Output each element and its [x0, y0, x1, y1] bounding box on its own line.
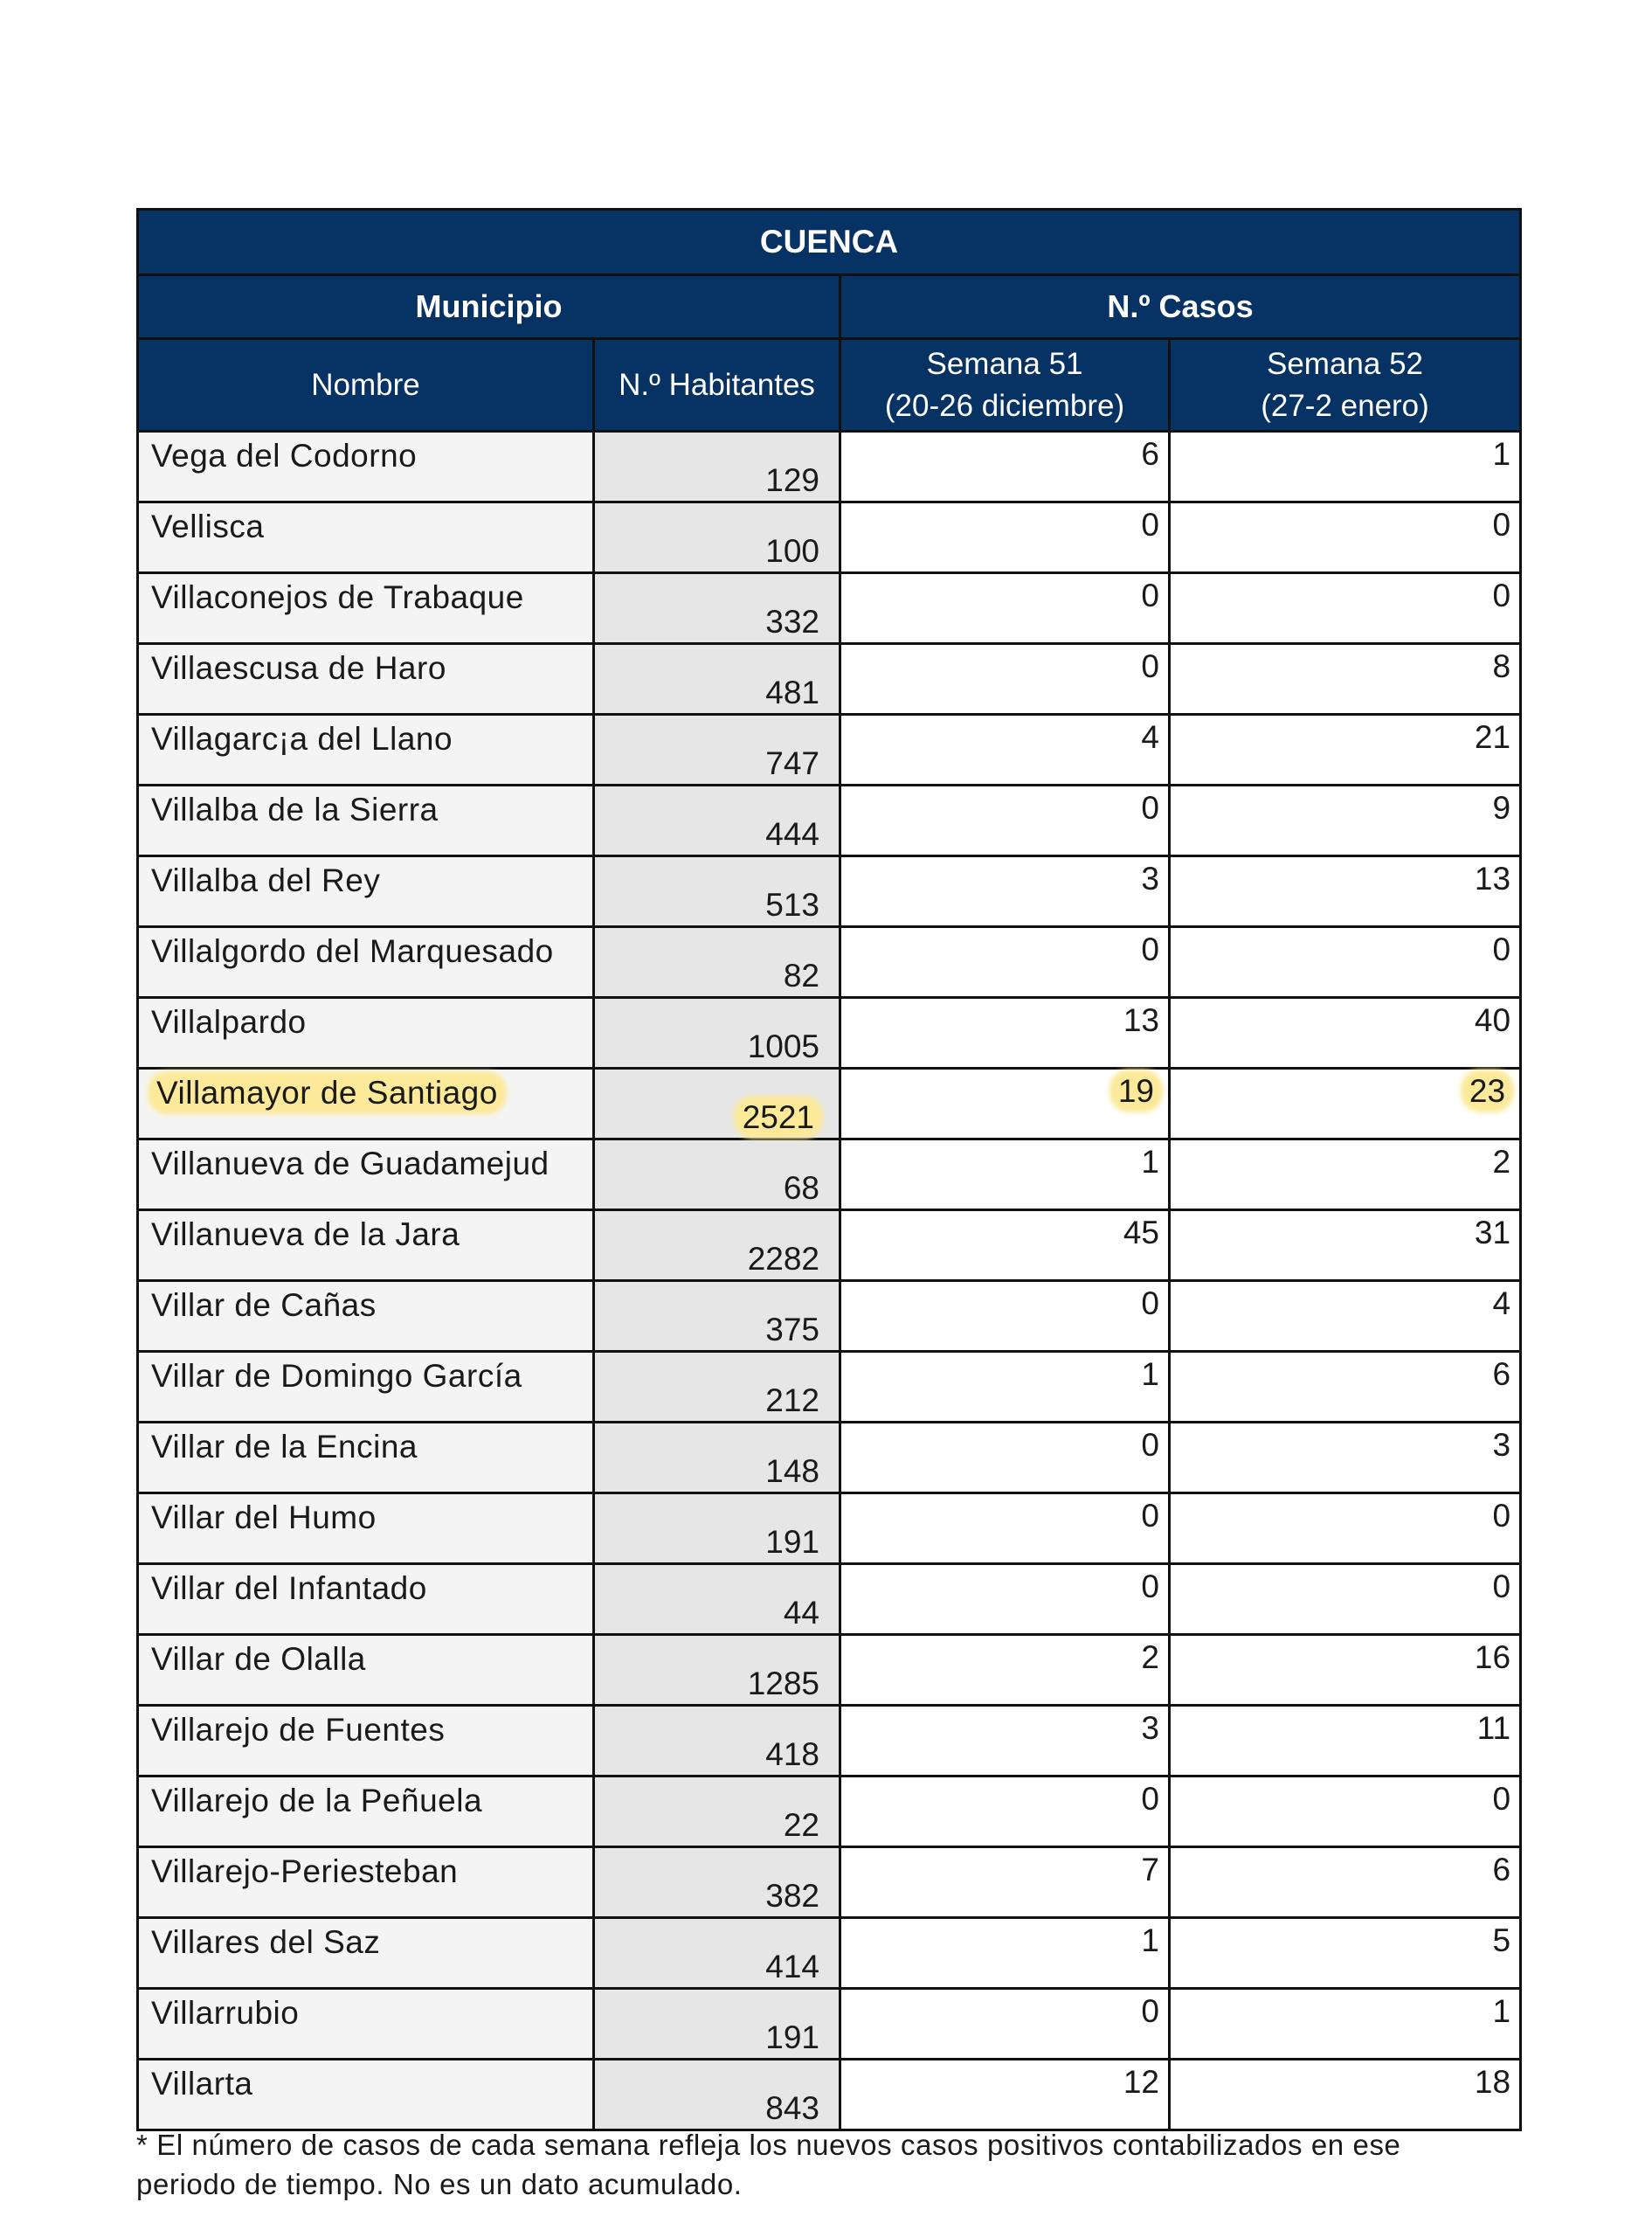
habitantes-value: 191 [765, 1524, 819, 1560]
semana52-cases-cell [1170, 1918, 1521, 1989]
semana51-cases-cell [840, 1069, 1170, 1139]
table-row [138, 644, 1521, 715]
semana51-cases-value: 45 [1123, 1215, 1159, 1250]
semana52-cases-cell [1170, 1989, 1521, 2060]
semana52-cases-value: 1 [1492, 1993, 1511, 2029]
municipio-name-value: Vega del Codorno [151, 438, 418, 474]
semana51-cases-cell [840, 1423, 1170, 1493]
footnote [136, 2125, 1534, 2204]
municipio-name-cell [138, 1210, 594, 1281]
semana51-cases-cell [840, 786, 1170, 856]
habitantes-value: 68 [783, 1170, 819, 1206]
table-row [138, 715, 1521, 786]
table-row [138, 1069, 1521, 1139]
table-body [138, 432, 1521, 2130]
habitantes-value: 843 [765, 2090, 819, 2126]
habitantes-value: 1285 [747, 1666, 819, 1701]
semana51-dates: (20-26 diciembre) [884, 388, 1125, 423]
habitantes-value: 332 [765, 604, 819, 640]
habitantes-cell [594, 1493, 840, 1564]
semana52-cases-cell [1170, 1564, 1521, 1635]
habitantes-cell [594, 1776, 840, 1847]
header-group-row [138, 275, 1521, 339]
table-row [138, 856, 1521, 927]
semana51-cases-value: 0 [1141, 578, 1159, 613]
municipio-name-cell [138, 432, 594, 502]
semana52-cases-value: 23 [1464, 1073, 1510, 1109]
habitantes-cell [594, 1423, 840, 1493]
municipio-name-cell [138, 1706, 594, 1776]
semana52-cases-value: 4 [1492, 1285, 1511, 1321]
semana52-cases-value: 0 [1492, 1569, 1511, 1604]
semana52-cases-cell [1170, 1352, 1521, 1423]
table-row [138, 1776, 1521, 1847]
municipio-name-cell [138, 502, 594, 573]
semana51-cases-value: 2 [1141, 1639, 1159, 1675]
semana52-cases-cell [1170, 1281, 1521, 1352]
municipio-name-value: Villalgordo del Marquesado [151, 933, 554, 969]
municipio-name-cell [138, 1635, 594, 1706]
habitantes-value: 212 [765, 1382, 819, 1418]
municipio-name-value: Vellisca [151, 509, 265, 544]
semana51-cases-value: 0 [1141, 1781, 1159, 1817]
semana51-cases-value: 0 [1141, 1498, 1159, 1534]
semana51-cases-value: 0 [1141, 1285, 1159, 1321]
semana51-cases-value: 12 [1123, 2064, 1159, 2100]
semana52-cases-value: 40 [1474, 1002, 1511, 1038]
habitantes-value: 747 [765, 745, 819, 781]
semana51-cases-cell [840, 927, 1170, 998]
habitantes-value: 148 [765, 1453, 819, 1489]
semana51-cases-value: 0 [1141, 507, 1159, 543]
habitantes-value: 2282 [747, 1241, 819, 1277]
semana52-cases-cell [1170, 856, 1521, 927]
habitantes-value: 44 [783, 1595, 819, 1631]
table-row [138, 1493, 1521, 1564]
table-row [138, 1989, 1521, 2060]
semana51-cases-value: 1 [1141, 1144, 1159, 1180]
semana51-cases-cell [840, 432, 1170, 502]
header-title-row [138, 210, 1521, 275]
habitantes-value: 129 [765, 462, 819, 498]
semana51-cases-cell [840, 1210, 1170, 1281]
semana52-cases-value: 21 [1474, 719, 1511, 755]
habitantes-value: 382 [765, 1878, 819, 1914]
semana52-cases-value: 13 [1474, 861, 1511, 897]
table-row [138, 502, 1521, 573]
semana52-cases-cell [1170, 998, 1521, 1069]
municipio-name-value: Villamayor de Santiago [151, 1075, 503, 1111]
semana51-cases-cell [840, 1352, 1170, 1423]
table-row [138, 1139, 1521, 1210]
municipio-name-cell [138, 1352, 594, 1423]
semana52-cases-value: 31 [1474, 1215, 1511, 1250]
municipio-name-value: Villar de la Encina [151, 1429, 418, 1465]
municipio-name-value: Villagarc¡a del Llano [151, 721, 453, 757]
municipio-name-cell [138, 644, 594, 715]
semana51-cases-cell [840, 715, 1170, 786]
semana51-cases-value: 1 [1141, 1922, 1159, 1958]
semana52-cases-cell [1170, 1210, 1521, 1281]
semana52-cases-cell [1170, 432, 1521, 502]
semana52-cases-cell [1170, 715, 1521, 786]
semana52-cases-cell [1170, 1493, 1521, 1564]
table-row [138, 1210, 1521, 1281]
municipio-name-cell [138, 715, 594, 786]
semana51-cases-cell [840, 1635, 1170, 1706]
municipio-name-cell [138, 1139, 594, 1210]
habitantes-cell [594, 502, 840, 573]
semana51-cases-cell [840, 856, 1170, 927]
habitantes-cell [594, 786, 840, 856]
semana51-cases-cell [840, 1706, 1170, 1776]
municipio-name-cell [138, 1918, 594, 1989]
habitantes-value: 375 [765, 1312, 819, 1347]
table-row [138, 1564, 1521, 1635]
semana51-cases-cell [840, 573, 1170, 644]
municipio-name-value: Villarejo de la Peñuela [151, 1783, 483, 1818]
habitantes-cell [594, 2060, 840, 2130]
col-header-nombre: Nombre [138, 339, 594, 432]
semana52-cases-value: 6 [1492, 1852, 1511, 1887]
table-row [138, 1352, 1521, 1423]
semana51-cases-value: 4 [1141, 719, 1159, 755]
municipio-name-value: Villaescusa de Haro [151, 650, 446, 686]
table-row [138, 1918, 1521, 1989]
habitantes-value: 100 [765, 533, 819, 569]
province-title: CUENCA [138, 210, 1521, 275]
semana51-cases-value: 6 [1141, 436, 1159, 472]
semana52-cases-cell [1170, 1847, 1521, 1918]
semana52-cases-value: 0 [1492, 1781, 1511, 1817]
semana52-cases-value: 0 [1492, 578, 1511, 613]
semana51-cases-cell [840, 1776, 1170, 1847]
municipio-name-cell [138, 1281, 594, 1352]
semana51-cases-value: 3 [1141, 861, 1159, 897]
habitantes-value: 513 [765, 887, 819, 923]
municipio-name-cell [138, 1989, 594, 2060]
semana52-cases-value: 16 [1474, 1639, 1511, 1675]
col-header-semana51 [840, 339, 1170, 432]
semana52-cases-cell [1170, 927, 1521, 998]
habitantes-value: 418 [765, 1736, 819, 1772]
municipio-name-value: Villarta [151, 2066, 253, 2102]
semana51-cases-value: 7 [1141, 1852, 1159, 1887]
semana52-cases-value: 1 [1492, 436, 1511, 472]
footnote-line-1: * El número de casos de cada semana refleja los nuevos casos positivos contabilizados en ese [136, 2129, 1401, 2161]
habitantes-cell [594, 1352, 840, 1423]
semana52-cases-value: 5 [1492, 1922, 1511, 1958]
habitantes-cell [594, 856, 840, 927]
habitantes-cell [594, 715, 840, 786]
cases-table-container [136, 208, 1519, 2131]
table-row [138, 1706, 1521, 1776]
municipio-name-cell [138, 1847, 594, 1918]
col-header-semana52 [1170, 339, 1521, 432]
habitantes-cell [594, 573, 840, 644]
semana51-cases-value: 3 [1141, 1710, 1159, 1746]
habitantes-value: 82 [783, 958, 819, 994]
habitantes-cell [594, 1210, 840, 1281]
habitantes-value: 22 [783, 1807, 819, 1843]
semana52-dates: (27-2 enero) [1261, 388, 1429, 423]
habitantes-cell [594, 1918, 840, 1989]
semana51-cases-cell [840, 1564, 1170, 1635]
municipio-name-value: Villar del Infantado [151, 1570, 427, 1606]
habitantes-value: 2521 [737, 1099, 819, 1135]
semana51-cases-value: 0 [1141, 1427, 1159, 1463]
footnote-line-2: periodo de tiempo. No es un dato acumulado. [136, 2168, 743, 2200]
group-municipio: Municipio [138, 275, 840, 339]
municipio-name-value: Villarrubio [151, 1995, 300, 2031]
table-row [138, 927, 1521, 998]
table-row [138, 432, 1521, 502]
municipio-name-value: Villalba de la Sierra [151, 792, 439, 828]
habitantes-value: 444 [765, 816, 819, 852]
semana51-cases-cell [840, 1989, 1170, 2060]
municipio-name-value: Villares del Saz [151, 1924, 381, 1960]
semana52-cases-value: 3 [1492, 1427, 1511, 1463]
semana52-cases-cell [1170, 1635, 1521, 1706]
semana51-cases-value: 13 [1123, 1002, 1159, 1038]
municipio-name-value: Villanueva de la Jara [151, 1216, 460, 1252]
semana52-cases-value: 6 [1492, 1356, 1511, 1392]
table-row [138, 1847, 1521, 1918]
municipio-name-value: Villarejo-Periesteban [151, 1853, 459, 1889]
col-header-habitantes: N.º Habitantes [594, 339, 840, 432]
habitantes-cell [594, 644, 840, 715]
municipio-name-cell [138, 1069, 594, 1139]
semana52-cases-value: 0 [1492, 507, 1511, 543]
semana51-cases-cell [840, 1139, 1170, 1210]
semana51-cases-cell [840, 644, 1170, 715]
semana52-cases-cell [1170, 2060, 1521, 2130]
table-row [138, 998, 1521, 1069]
municipio-name-value: Villalba del Rey [151, 862, 381, 898]
semana51-cases-cell [840, 1493, 1170, 1564]
habitantes-cell [594, 1706, 840, 1776]
semana51-cases-value: 0 [1141, 790, 1159, 826]
semana51-label: Semana 51 [926, 346, 1083, 381]
table-row [138, 1423, 1521, 1493]
municipio-name-cell [138, 927, 594, 998]
table-row [138, 786, 1521, 856]
semana52-label: Semana 52 [1267, 346, 1424, 381]
municipio-name-cell [138, 1493, 594, 1564]
semana52-cases-cell [1170, 1776, 1521, 1847]
municipio-name-value: Villar de Domingo García [151, 1358, 522, 1394]
table-row [138, 2060, 1521, 2130]
semana51-cases-value: 0 [1141, 1569, 1159, 1604]
semana51-cases-cell [840, 1918, 1170, 1989]
municipio-name-value: Villar de Cañas [151, 1287, 377, 1323]
municipio-name-cell [138, 1776, 594, 1847]
semana51-cases-value: 0 [1141, 932, 1159, 967]
semana52-cases-cell [1170, 644, 1521, 715]
semana52-cases-value: 0 [1492, 932, 1511, 967]
municipio-name-cell [138, 856, 594, 927]
cases-table [136, 208, 1522, 2131]
semana52-cases-value: 2 [1492, 1144, 1511, 1180]
semana52-cases-cell [1170, 786, 1521, 856]
semana51-cases-cell [840, 2060, 1170, 2130]
semana52-cases-cell [1170, 502, 1521, 573]
semana52-cases-cell [1170, 1139, 1521, 1210]
group-casos: N.º Casos [840, 275, 1521, 339]
habitantes-cell [594, 927, 840, 998]
semana52-cases-value: 8 [1492, 648, 1511, 684]
municipio-name-value: Villarejo de Fuentes [151, 1712, 446, 1748]
municipio-name-value: Villanueva de Guadamejud [151, 1146, 550, 1181]
semana51-cases-value: 0 [1141, 648, 1159, 684]
habitantes-cell [594, 1281, 840, 1352]
habitantes-cell [594, 1069, 840, 1139]
semana52-cases-cell [1170, 573, 1521, 644]
municipio-name-cell [138, 998, 594, 1069]
habitantes-cell [594, 432, 840, 502]
semana52-cases-cell [1170, 1706, 1521, 1776]
table-row [138, 573, 1521, 644]
table-row [138, 1281, 1521, 1352]
habitantes-cell [594, 998, 840, 1069]
semana51-cases-cell [840, 1281, 1170, 1352]
habitantes-cell [594, 1139, 840, 1210]
semana51-cases-cell [840, 502, 1170, 573]
semana52-cases-cell [1170, 1423, 1521, 1493]
municipio-name-cell [138, 573, 594, 644]
municipio-name-value: Villar del Humo [151, 1499, 377, 1535]
municipio-name-value: Villalpardo [151, 1004, 307, 1040]
header-columns-row [138, 339, 1521, 432]
municipio-name-value: Villar de Olalla [151, 1641, 366, 1677]
semana52-cases-cell [1170, 1069, 1521, 1139]
habitantes-cell [594, 1989, 840, 2060]
municipio-name-cell [138, 1423, 594, 1493]
semana51-cases-value: 0 [1141, 1993, 1159, 2029]
semana52-cases-value: 0 [1492, 1498, 1511, 1534]
semana51-cases-value: 19 [1113, 1073, 1159, 1109]
semana52-cases-value: 18 [1474, 2064, 1511, 2100]
semana52-cases-value: 9 [1492, 790, 1511, 826]
table-header [138, 210, 1521, 432]
table-row [138, 1635, 1521, 1706]
municipio-name-cell [138, 786, 594, 856]
semana51-cases-cell [840, 998, 1170, 1069]
habitantes-value: 414 [765, 1949, 819, 1984]
municipio-name-value: Villaconejos de Trabaque [151, 579, 524, 615]
semana51-cases-value: 1 [1141, 1356, 1159, 1392]
habitantes-cell [594, 1564, 840, 1635]
habitantes-value: 1005 [747, 1028, 819, 1064]
municipio-name-cell [138, 2060, 594, 2130]
habitantes-value: 191 [765, 2019, 819, 2055]
habitantes-cell [594, 1635, 840, 1706]
habitantes-value: 481 [765, 675, 819, 710]
semana52-cases-value: 11 [1476, 1710, 1511, 1746]
semana51-cases-cell [840, 1847, 1170, 1918]
municipio-name-cell [138, 1564, 594, 1635]
habitantes-cell [594, 1847, 840, 1918]
